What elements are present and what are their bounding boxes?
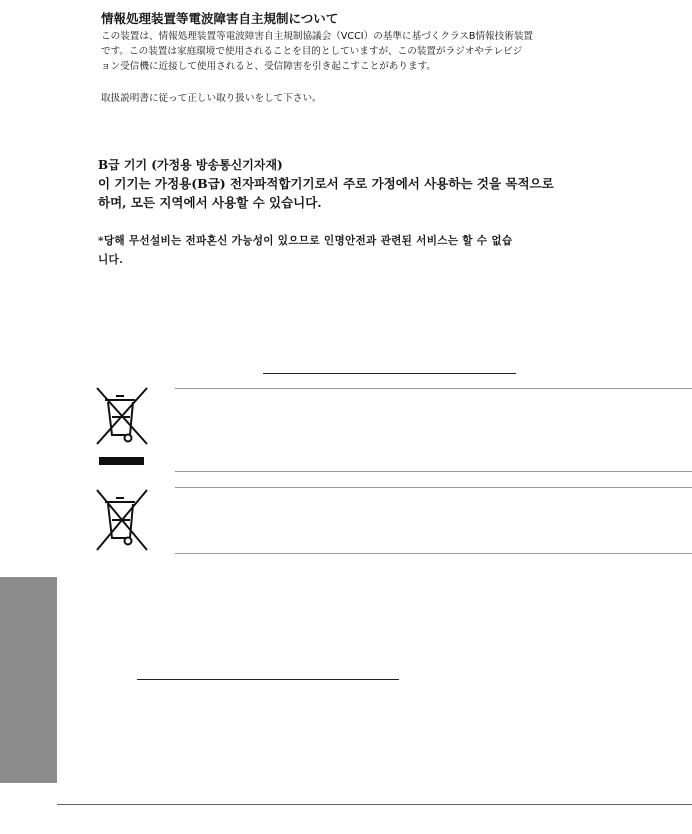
section-heading-underline [263,373,516,374]
kc-body-line-2: 하며, 모든 지역에서 사용할 수 있습니다. [98,195,322,210]
section-heading-underline [137,679,399,680]
kc-note-line-1: *당해 무선설비는 전파혼신 가능성이 있으므로 인명안전과 관련된 서비스는 할 수 없습 [98,235,513,247]
vcci-title: 情報処理装置等電波障害自主規制について [101,11,339,26]
vcci-line-1: この装置は、情報処理装置等電波障害自主規制協議会（VCCI）の基準に基づくクラスB情報技術装置 [101,31,534,42]
kc-note-line-2: 니다. [98,254,124,266]
kc-body-line-1: 이 기기는 가정용(B급) 전자파적합기기로서 주로 가정에서 사용하는 것을 목적으로 [98,176,554,191]
kc-heading: B급 기기 (가정용 방송통신기자재) [98,158,283,172]
vcci-line-3: ョン受信機に近接して使用されると、受信障害を引き起こすことがあります。 [101,61,437,72]
vcci-line-2: です。この装置は家庭環境で使用されることを目的としていますが、この装置がラジオやテレビジ [101,46,523,57]
footer-rule [57,804,692,805]
crossed-out-wheeled-bin-icon [95,386,149,450]
divider [175,553,692,554]
vcci-instruction: 取扱説明書に従って正しい取り扱いをして下さい。 [101,93,322,104]
divider [175,471,692,472]
side-section-tab [0,577,57,783]
divider [175,388,692,389]
black-bar-mark [99,457,144,465]
divider [175,487,692,488]
crossed-out-wheeled-bin-icon [95,488,149,556]
